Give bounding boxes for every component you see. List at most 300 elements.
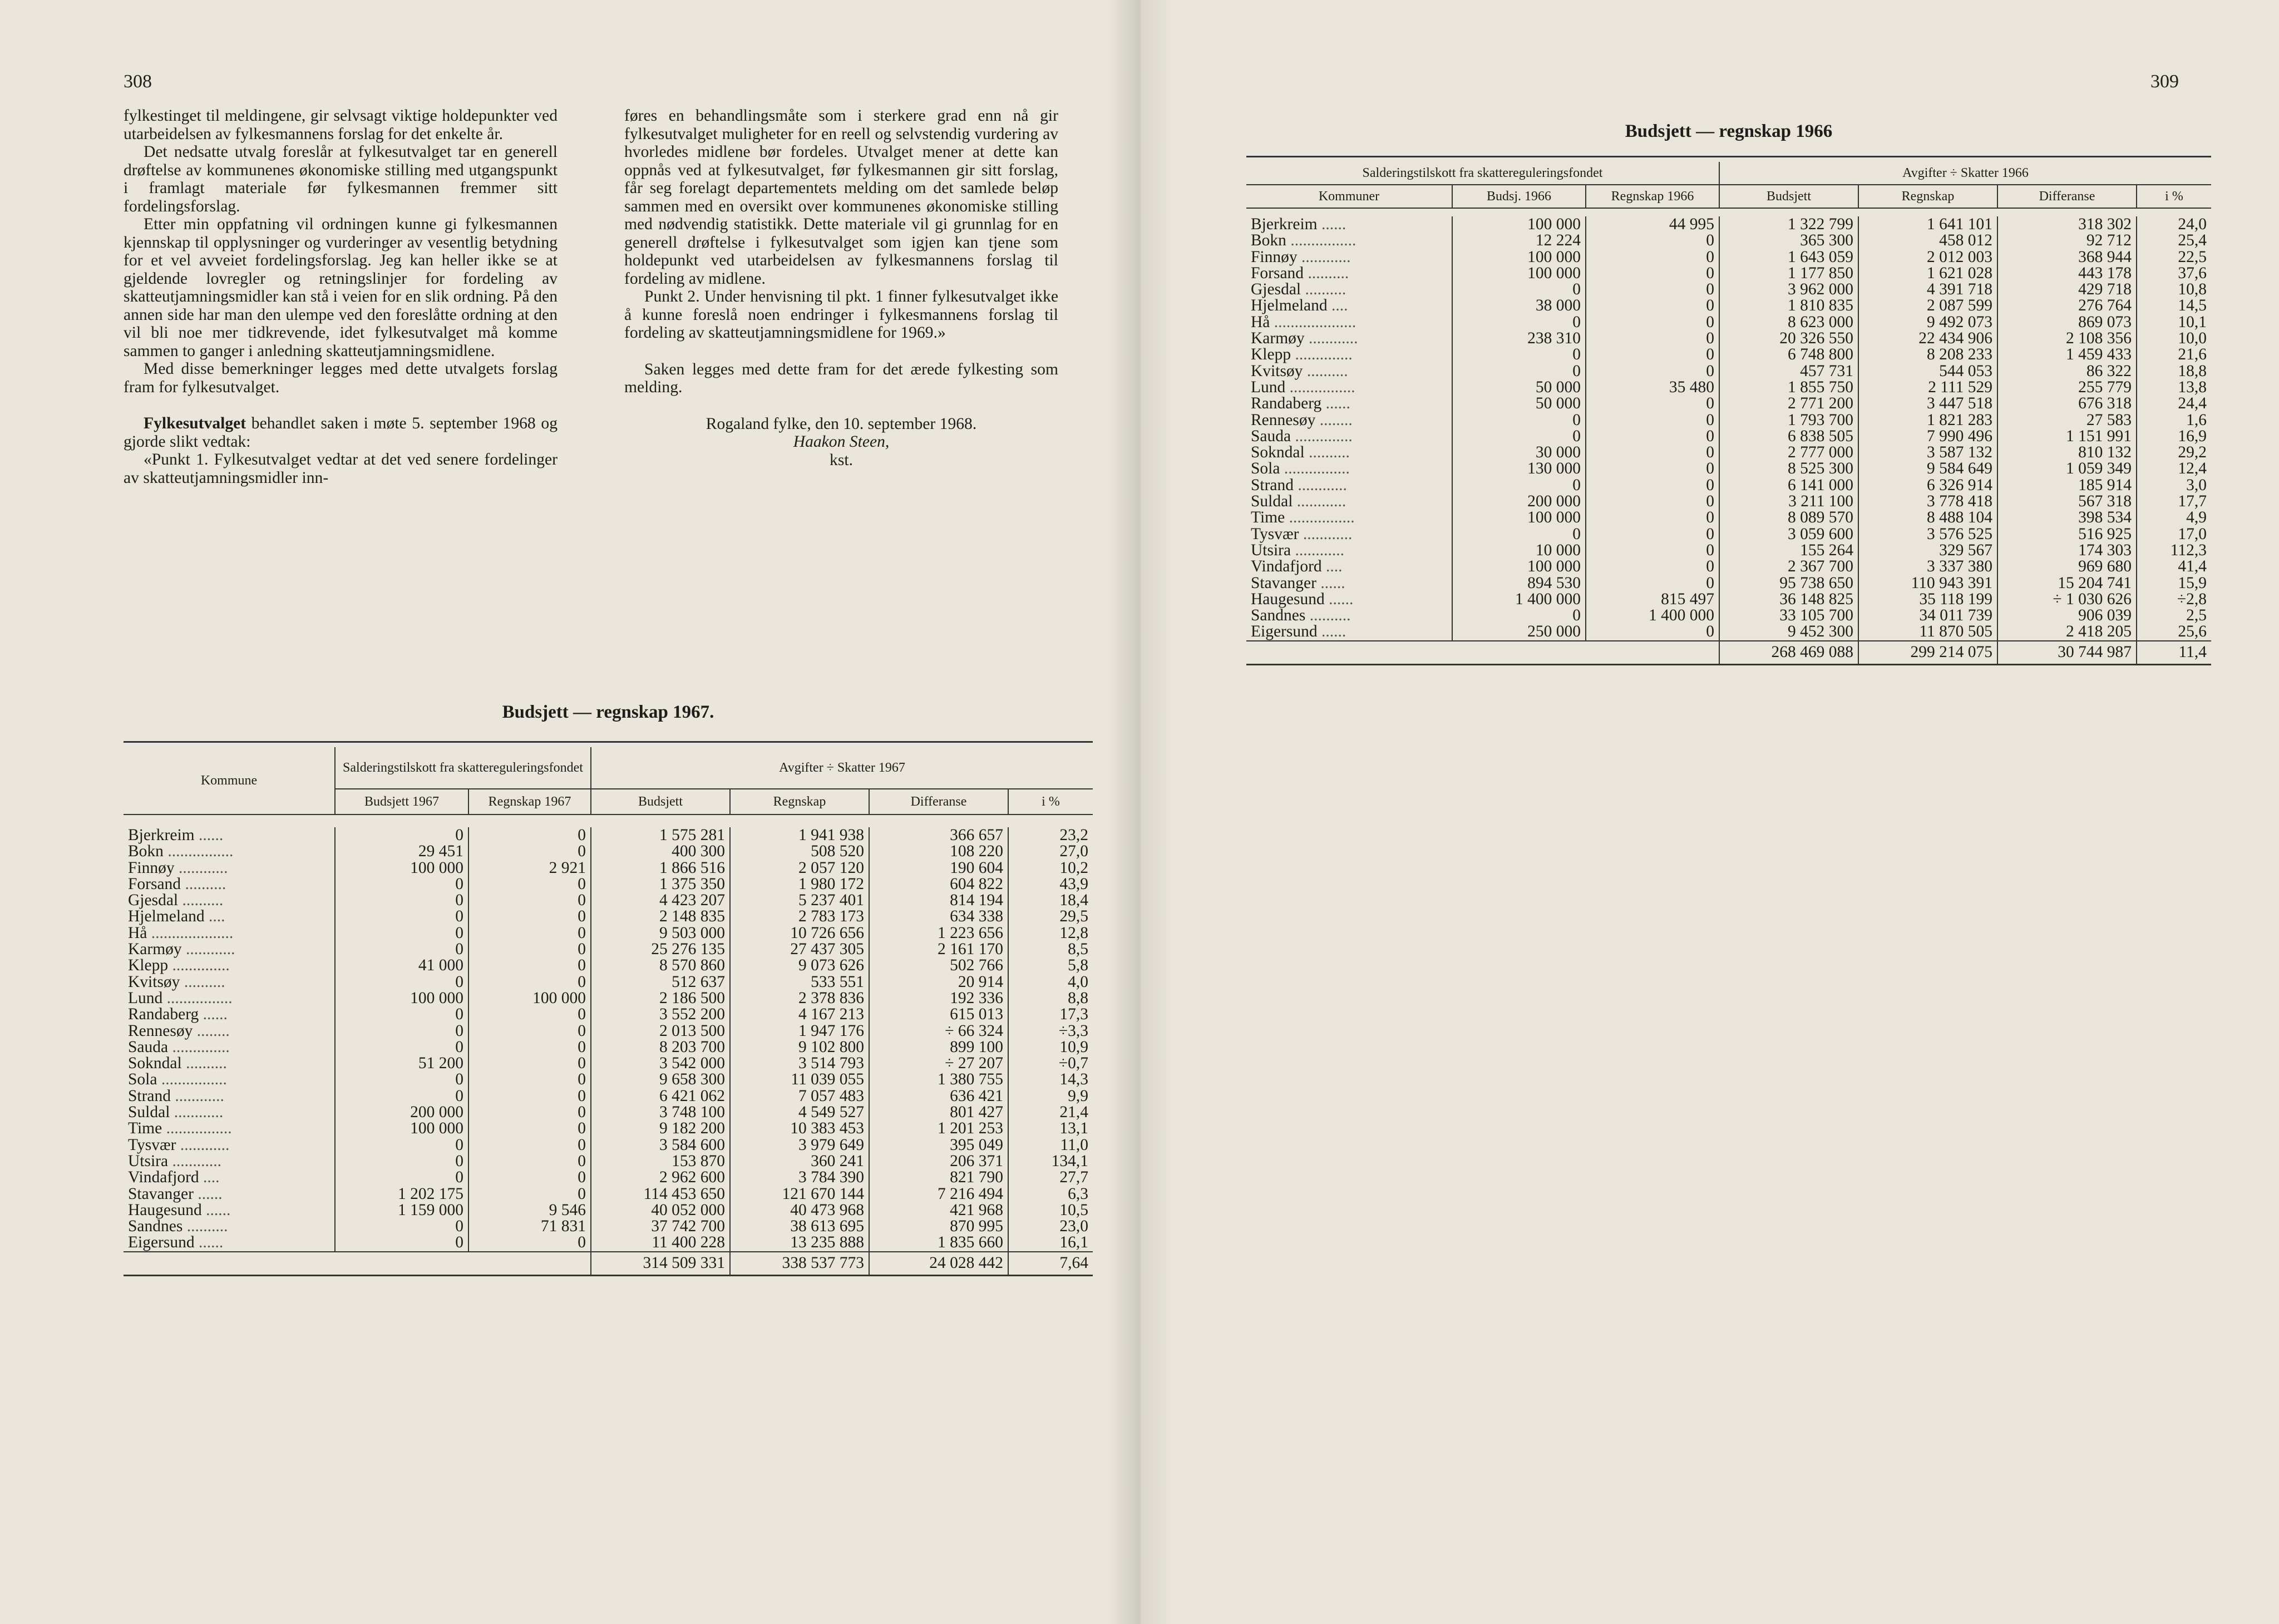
row-value: 25,6 (2137, 624, 2211, 640)
dot-leader: .......... (1304, 443, 1350, 462)
row-value: 0 (468, 1055, 591, 1072)
row-value: 100 000 (468, 990, 591, 1006)
table-row (1246, 347, 2211, 363)
header-differanse: Differanse (1997, 185, 2137, 208)
left-text-column-1 (124, 107, 558, 487)
table-row (124, 843, 1093, 860)
row-value: ÷3,3 (1008, 1023, 1093, 1039)
header-salder: Salderingstilskott fra skattereguleringsfondet (335, 747, 591, 789)
row-value: 0 (1586, 265, 1719, 282)
dot-leader: ...... (1317, 623, 1346, 641)
dot-leader: .......... (1301, 280, 1346, 299)
row-value: 3 542 000 (591, 1055, 730, 1072)
table-row (124, 957, 1093, 974)
row-value: 0 (468, 1006, 591, 1023)
row-value: 1 941 938 (730, 827, 869, 843)
row-value: 0 (1586, 233, 1719, 249)
row-value: 0 (1586, 396, 1719, 412)
paragraph: føres en behandlingsmåte som i sterkere grad enn nå gir fylkesutvalget muligheter for en reell og selvstendig vurdering av hvorledes midlene bør fordeles. Utvalget mener at dette kan oppnås ved at fylkesutvalget, før fylkesmannen gir sitt forslag, får seg forelagt departementets melding om det samlede beløp sammen med en oversikt over kommunenes økonomiske stilling med nødvendig statistikk. Dette materiale vil gi grunnlag for en generell drøftelse i fylkesutvalget som igjen kan tjene som holdepunkt ved utarbeidelsen av fylkesmannens forslag til fordeling av midlene. (624, 107, 1058, 288)
header-regnskap: Regnskap (1858, 185, 1997, 208)
row-value: 130 000 (1452, 461, 1586, 477)
row-value: 502 766 (869, 957, 1008, 974)
table-row (124, 1235, 1093, 1251)
row-value: 0 (1586, 493, 1719, 510)
row-value: 8,8 (1008, 990, 1093, 1006)
table-row (124, 990, 1093, 1006)
row-value: 100 000 (335, 990, 468, 1006)
row-value: 7 990 496 (1858, 428, 1997, 445)
row-value: 0 (1452, 363, 1586, 379)
row-kommune: Sandnes .......... (1251, 606, 1351, 625)
row-value: 0 (335, 941, 468, 957)
row-value: 100 000 (1452, 249, 1586, 265)
header-regnskap-1967: Regnskap 1967 (468, 789, 591, 815)
table-row (1246, 559, 2211, 575)
row-value: 0 (1586, 542, 1719, 559)
total-differanse: 24 028 442 (869, 1252, 1008, 1276)
row-value: 3 962 000 (1719, 282, 1858, 298)
row-value: 0 (468, 1088, 591, 1104)
row-value: 12,4 (2137, 461, 2211, 477)
row-value: 4 549 527 (730, 1104, 869, 1120)
row-value: 2 771 200 (1719, 396, 1858, 412)
row-value: 567 318 (1997, 493, 2137, 510)
row-kommune: Hå .................... (128, 924, 234, 942)
row-value: 12,8 (1008, 925, 1093, 941)
row-value: 870 995 (869, 1218, 1008, 1235)
right-page (1140, 0, 2279, 1624)
row-value: 20 326 550 (1719, 330, 1858, 347)
row-kommune: Suldal ............ (1251, 492, 1346, 511)
dot-leader: ................ (157, 1070, 227, 1089)
row-value: 0 (468, 1072, 591, 1088)
row-value: 604 822 (869, 876, 1008, 892)
row-kommune: Forsand .......... (128, 875, 226, 893)
signature: Haakon Steen, (793, 433, 890, 451)
page-number-right: 309 (2150, 71, 2179, 92)
total-regnskap: 299 214 075 (1858, 641, 1997, 665)
row-value: 8 203 700 (591, 1039, 730, 1055)
table-row (1246, 249, 2211, 265)
dot-leader: .......... (180, 973, 225, 991)
row-value: 14,5 (2137, 298, 2211, 314)
row-value: 0 (1586, 314, 1719, 330)
row-value: 18,4 (1008, 892, 1093, 909)
row-value: 676 318 (1997, 396, 2137, 412)
row-value: 192 336 (869, 990, 1008, 1006)
row-value: 400 300 (591, 843, 730, 860)
row-kommune: Haugesund ...... (128, 1201, 231, 1219)
row-kommune: Haugesund ...... (1251, 590, 1354, 608)
row-value: 15,9 (2137, 575, 2211, 591)
page-number-left: 308 (124, 71, 152, 92)
row-value: 899 100 (869, 1039, 1008, 1055)
table-row (124, 974, 1093, 990)
row-value: 23,0 (1008, 1218, 1093, 1235)
row-value: 1,6 (2137, 412, 2211, 428)
dot-leader: ............ (170, 1103, 224, 1122)
row-value: 27 437 305 (730, 941, 869, 957)
row-value: 0 (468, 1104, 591, 1120)
row-value: ÷0,7 (1008, 1055, 1093, 1072)
row-value: 0 (1586, 347, 1719, 363)
dot-leader: .... (1327, 297, 1348, 315)
row-kommune: Time ................ (1251, 509, 1355, 527)
paragraph: Det nedsatte utvalg foreslår at fylkesutvalget tar en generell drøftelse av kommunenes økonomiske stilling med utgangspunkt i framlagt materiale før fylkesmannen fremmer sitt fordelingsforslag. (124, 143, 558, 215)
row-kommune: Eigersund ...... (1251, 623, 1346, 641)
row-value: 3 447 518 (1858, 396, 1997, 412)
row-value: 100 000 (335, 1120, 468, 1137)
table-1967-title: Budsjett — regnskap 1967. (502, 702, 714, 722)
table-row (1246, 526, 2211, 542)
row-value: 0 (1586, 526, 1719, 542)
row-value: 23,2 (1008, 827, 1093, 843)
row-value: 1 459 433 (1997, 347, 2137, 363)
dot-leader: .................... (147, 924, 234, 942)
row-value: 1 855 750 (1719, 379, 1858, 396)
table-row (1246, 379, 2211, 396)
row-value: 16,9 (2137, 428, 2211, 445)
dot-leader: ...... (194, 1233, 224, 1252)
row-kommune: Klepp .............. (1251, 345, 1353, 364)
row-value: 100 000 (1452, 265, 1586, 282)
table-row (124, 1120, 1093, 1137)
row-value: 1 400 000 (1586, 608, 1719, 624)
row-value: 2 087 599 (1858, 298, 1997, 314)
row-value: 0 (335, 1137, 468, 1153)
row-value: 801 427 (869, 1104, 1008, 1120)
dot-leader: .............. (1291, 345, 1353, 364)
dot-leader: ............ (181, 940, 235, 959)
row-kommune: Randaberg ...... (128, 1005, 228, 1024)
row-value: 2 161 170 (869, 941, 1008, 957)
dot-leader: ...... (201, 1201, 231, 1219)
table-row (124, 827, 1093, 843)
row-value: 0 (1586, 575, 1719, 591)
row-value: 9 546 (468, 1202, 591, 1218)
row-value: 508 520 (730, 843, 869, 860)
row-value: 0 (468, 1169, 591, 1186)
row-value: 27,7 (1008, 1169, 1093, 1186)
table-row (124, 1137, 1093, 1153)
row-value: 10 726 656 (730, 925, 869, 941)
row-kommune: Utsira ............ (1251, 541, 1344, 559)
row-value: 2 783 173 (730, 909, 869, 925)
dot-leader: .............. (1291, 427, 1353, 445)
row-value: 3 337 380 (1858, 559, 1997, 575)
row-kommune: Sokndal .......... (128, 1054, 227, 1073)
row-value: 27 583 (1997, 412, 2137, 428)
row-value: 1 821 283 (1858, 412, 1997, 428)
row-value: 12 224 (1452, 233, 1586, 249)
budget-table-1966 (1246, 156, 2211, 665)
row-value: 0 (468, 925, 591, 941)
header-regnskap: Regnskap (730, 789, 869, 815)
dot-leader: ...... (1324, 590, 1354, 608)
row-value: 153 870 (591, 1153, 730, 1169)
paragraph: fylkestinget til meldingene, gir selvsagt viktige holdepunkter ved utarbeidelsen av fylkesmannens forslag for det enkelte år. (124, 107, 558, 143)
row-value: 2 777 000 (1719, 445, 1858, 461)
row-kommune: Sauda .............. (128, 1038, 230, 1056)
row-value: 3 587 132 (1858, 445, 1997, 461)
quote-start: «Punkt 1. Fylkesutvalget vedtar at det ved senere fordelinger av skatteutjamningsmidler inn- (124, 451, 558, 487)
row-value: 2 013 500 (591, 1023, 730, 1039)
left-text-column-2 (624, 107, 1058, 469)
row-value: 457 731 (1719, 363, 1858, 379)
row-value: 155 264 (1719, 542, 1858, 559)
dot-leader: ...... (1321, 394, 1350, 413)
row-kommune: Lund ................ (1251, 378, 1355, 396)
row-value: 318 302 (1997, 216, 2137, 233)
row-value: 86 322 (1997, 363, 2137, 379)
dot-leader: .......... (1304, 264, 1349, 282)
paragraph-rest: behandlet saken i møte 5. september 1968 og gjorde slikt vedtak: (124, 414, 558, 451)
row-value: 15 204 741 (1997, 575, 2137, 591)
dot-leader: ................ (1285, 378, 1355, 396)
row-value: 0 (335, 1072, 468, 1088)
header-kommune: Kommune (124, 747, 335, 815)
row-value: 9 658 300 (591, 1072, 730, 1088)
row-value: 40 052 000 (591, 1202, 730, 1218)
row-kommune: Forsand .......... (1251, 264, 1349, 282)
row-value: 50 000 (1452, 379, 1586, 396)
row-value: 0 (1452, 428, 1586, 445)
row-value: 17,0 (2137, 526, 2211, 542)
row-value: 200 000 (335, 1104, 468, 1120)
row-value: 0 (468, 827, 591, 843)
row-value: 22 434 906 (1858, 330, 1997, 347)
row-value: 43,9 (1008, 876, 1093, 892)
row-value: 636 421 (869, 1088, 1008, 1104)
header-budsjett: Budsjett (1719, 185, 1858, 208)
dot-leader: ...... (193, 1184, 223, 1203)
row-kommune: Gjesdal .......... (128, 891, 224, 910)
row-value: 174 303 (1997, 542, 2137, 559)
dot-leader: .... (204, 907, 225, 926)
row-value: 0 (468, 1235, 591, 1251)
row-value: 30 000 (1452, 445, 1586, 461)
row-kommune: Rennesøy ........ (1251, 411, 1353, 429)
row-value: 0 (1586, 249, 1719, 265)
row-value: 5 237 401 (730, 892, 869, 909)
row-value: 0 (335, 892, 468, 909)
row-kommune: Hjelmeland .... (1251, 297, 1348, 315)
row-value: 0 (335, 909, 468, 925)
budget-table-1967 (124, 741, 1093, 1276)
table-row (1246, 428, 2211, 445)
row-value: 0 (335, 1006, 468, 1023)
row-value: ÷ 27 207 (869, 1055, 1008, 1072)
row-kommune: Vindafjord .... (128, 1168, 220, 1187)
row-value: 395 049 (869, 1137, 1008, 1153)
row-value: 6 838 505 (1719, 428, 1858, 445)
total-budsjett: 268 469 088 (1719, 641, 1858, 665)
row-value: 3 584 600 (591, 1137, 730, 1153)
row-value: 20 914 (869, 974, 1008, 990)
row-value: 36 148 825 (1719, 591, 1858, 608)
dot-leader: ............ (1299, 525, 1353, 543)
total-budsjett: 314 509 331 (591, 1252, 730, 1276)
row-value: 814 194 (869, 892, 1008, 909)
row-value: 0 (335, 1218, 468, 1235)
row-kommune: Eigersund ...... (128, 1233, 224, 1252)
row-value: 1 575 281 (591, 827, 730, 843)
row-value: 41 000 (335, 957, 468, 974)
dot-leader: .............. (168, 956, 230, 975)
table-row (124, 1186, 1093, 1202)
row-value: 10,1 (2137, 314, 2211, 330)
dot-leader: ................ (1286, 231, 1356, 250)
dot-leader: .......... (181, 1054, 227, 1073)
row-value: 0 (335, 1039, 468, 1055)
row-value: 9 584 649 (1858, 461, 1997, 477)
paragraph: Punkt 2. Under henvisning til pkt. 1 finner fylkesutvalget ikke å kunne foreslå noen endringer i fylkesmannens forslag til fordeling av skatteutjamningsmidlene for 1969.» (624, 288, 1058, 342)
row-value: 4 423 207 (591, 892, 730, 909)
row-kommune: Tysvær ............ (128, 1136, 230, 1154)
dot-leader: ............ (1304, 329, 1358, 348)
row-kommune: Time ................ (128, 1119, 232, 1138)
table-row (1246, 445, 2211, 461)
row-value: 810 132 (1997, 445, 2137, 461)
row-value: 9,9 (1008, 1088, 1093, 1104)
row-value: 365 300 (1719, 233, 1858, 249)
row-value: 2 921 (468, 860, 591, 876)
row-value: 0 (1586, 624, 1719, 640)
row-value: 458 012 (1858, 233, 1997, 249)
row-value: 10,8 (2137, 282, 2211, 298)
row-value: 10,5 (1008, 1202, 1093, 1218)
dot-leader: ............ (1297, 248, 1351, 266)
row-value: 0 (1586, 477, 1719, 493)
row-value: 33 105 700 (1719, 608, 1858, 624)
paragraph: Saken legges med dette fram for det ærede fylkesting som melding. (624, 360, 1058, 396)
row-value: 366 657 (869, 827, 1008, 843)
row-value: 4,0 (1008, 974, 1093, 990)
row-value: 11 039 055 (730, 1072, 869, 1088)
row-value: 0 (1586, 282, 1719, 298)
row-value: 7 057 483 (730, 1088, 869, 1104)
row-value: 0 (468, 876, 591, 892)
row-value: 13 235 888 (730, 1235, 869, 1251)
row-value: 35 118 199 (1858, 591, 1997, 608)
row-value: 2 418 205 (1997, 624, 2137, 640)
table-row (1246, 314, 2211, 330)
row-kommune: Bokn ................ (1251, 231, 1356, 250)
row-value: 3 059 600 (1719, 526, 1858, 542)
table-row (124, 941, 1093, 957)
row-value: 9 073 626 (730, 957, 869, 974)
row-value: 22,5 (2137, 249, 2211, 265)
row-value: 11 400 228 (591, 1235, 730, 1251)
dot-leader: ...... (1317, 215, 1346, 233)
row-value: 200 000 (1452, 493, 1586, 510)
row-value: 0 (468, 843, 591, 860)
table-row (124, 1023, 1093, 1039)
table-row (1246, 624, 2211, 640)
row-kommune: Karmøy ............ (1251, 329, 1358, 348)
row-value: 34 011 739 (1858, 608, 1997, 624)
row-value: 21,6 (2137, 347, 2211, 363)
table-row (1246, 396, 2211, 412)
row-kommune: Finnøy ............ (1251, 248, 1351, 266)
row-value: 1 159 000 (335, 1202, 468, 1218)
row-kommune: Sola ................ (1251, 460, 1350, 478)
row-value: 1 177 850 (1719, 265, 1858, 282)
row-value: 9 102 800 (730, 1039, 869, 1055)
table-row (1246, 608, 2211, 624)
row-value: 38 000 (1452, 298, 1586, 314)
bold-lead: Fylkesutvalget (144, 414, 246, 432)
paragraph-vedtak (124, 414, 558, 451)
row-value: 24,4 (2137, 396, 2211, 412)
header-budsj-1966: Budsj. 1966 (1452, 185, 1586, 208)
row-value: 0 (335, 876, 468, 892)
row-value: 516 925 (1997, 526, 2137, 542)
dot-leader: ................ (163, 842, 234, 861)
row-value: 512 637 (591, 974, 730, 990)
table-row (124, 925, 1093, 941)
row-value: 41,4 (2137, 559, 2211, 575)
header-pct: i % (2137, 185, 2211, 208)
table-row (1246, 575, 2211, 591)
row-value: 1 375 350 (591, 876, 730, 892)
row-value: 906 039 (1997, 608, 2137, 624)
dot-leader: .... (1321, 557, 1343, 576)
row-value: 95 738 650 (1719, 575, 1858, 591)
dot-leader: .......... (1305, 606, 1351, 625)
row-value: 1 641 101 (1858, 216, 1997, 233)
table-row (124, 1153, 1093, 1169)
total-pct: 11,4 (2137, 641, 2211, 665)
row-value: 0 (335, 1153, 468, 1169)
dot-leader: ...... (194, 826, 224, 844)
row-value: 100 000 (1452, 510, 1586, 526)
row-value: 0 (468, 1039, 591, 1055)
row-value: 0 (468, 974, 591, 990)
table-row (1246, 330, 2211, 347)
row-value: 0 (1586, 461, 1719, 477)
row-value: 0 (1586, 363, 1719, 379)
row-value: 3 979 649 (730, 1137, 869, 1153)
row-value: 2 367 700 (1719, 559, 1858, 575)
row-value: 8 488 104 (1858, 510, 1997, 526)
row-value: 1 400 000 (1452, 591, 1586, 608)
row-value: 2 378 836 (730, 990, 869, 1006)
row-kommune: Stavanger ...... (1251, 574, 1345, 592)
dot-leader: ............ (171, 1087, 224, 1105)
table-row (1246, 542, 2211, 559)
row-value: 0 (468, 1186, 591, 1202)
table-row (124, 876, 1093, 892)
row-value: 0 (335, 827, 468, 843)
row-value: 108 220 (869, 843, 1008, 860)
row-value: 1 621 028 (1858, 265, 1997, 282)
row-value: 821 790 (869, 1169, 1008, 1186)
row-value: 10 383 453 (730, 1120, 869, 1137)
row-value: 894 530 (1452, 575, 1586, 591)
row-value: 100 000 (1452, 559, 1586, 575)
row-value: 10,9 (1008, 1039, 1093, 1055)
row-value: 360 241 (730, 1153, 869, 1169)
dot-leader: ................ (162, 1119, 232, 1138)
row-value: 2 148 835 (591, 909, 730, 925)
row-value: 13,1 (1008, 1120, 1093, 1137)
dot-leader: ............ (1291, 541, 1344, 559)
row-value: 0 (335, 925, 468, 941)
row-value: 1 866 516 (591, 860, 730, 876)
table-1967-total-row (124, 1252, 1093, 1276)
table-row (124, 1218, 1093, 1235)
